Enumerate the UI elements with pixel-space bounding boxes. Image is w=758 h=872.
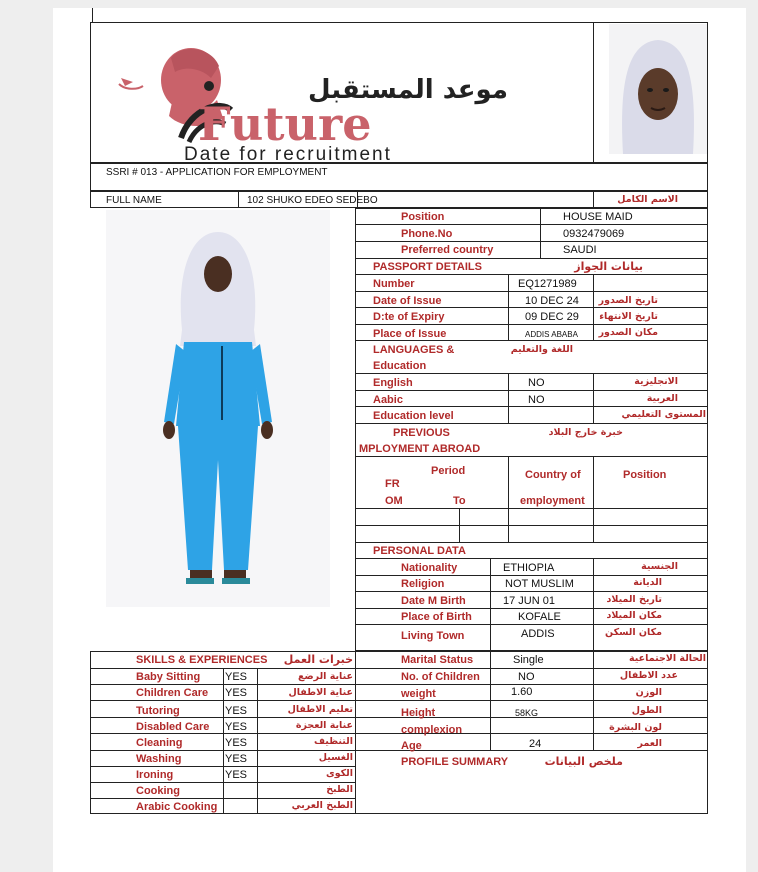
date-of-issue-value: 10 DEC 24 <box>525 295 579 307</box>
full-name-label-ar: الاسم الكامل <box>617 194 678 205</box>
nationality-value: ETHIOPIA <box>503 562 555 574</box>
margin-line <box>92 8 93 22</box>
age-value: 24 <box>529 738 542 750</box>
passport-title: PASSPORT DETAILS <box>373 261 482 273</box>
previous-employment-title-2: MPLOYMENT ABROAD <box>359 443 481 455</box>
date-of-issue-ar: تاريخ الصدور <box>598 295 658 306</box>
full-body-figure-icon <box>106 210 330 607</box>
english-value: NO <box>528 377 545 389</box>
skills-title-ar: خبرات العمل <box>283 653 353 666</box>
from-header-2: OM <box>385 495 403 507</box>
children-value: NO <box>518 671 535 683</box>
country-header-1: Country of <box>525 469 581 481</box>
position-header: Position <box>623 469 667 481</box>
place-of-birth-label: Place of Birth <box>401 611 472 623</box>
religion-ar: الديانة <box>633 577 662 588</box>
skill-baby-sitting-value: YES <box>225 671 248 683</box>
date-of-issue-label: Date of Issue <box>373 295 442 307</box>
full-body-photo <box>106 210 330 607</box>
english-ar: الانجليزية <box>634 376 678 387</box>
date-of-birth-ar: تاريخ الميلاد <box>606 594 662 605</box>
height-value: 58KG <box>515 708 539 718</box>
skill-arabic-cooking: Arabic Cooking <box>136 801 218 813</box>
english-label: English <box>373 377 413 389</box>
skill-tutoring-ar: تعليم الاطفال <box>287 704 353 715</box>
divider <box>593 191 594 208</box>
application-form <box>53 8 746 872</box>
previous-employment-ar: خبرة خارج البلاد <box>548 427 623 438</box>
age-ar: العمر <box>637 738 662 749</box>
brand-tagline: Date for recruitment <box>184 144 392 165</box>
skill-ironing-value: YES <box>225 769 248 781</box>
skill-tutoring-value: YES <box>225 705 248 717</box>
personal-data-title: PERSONAL DATA <box>373 545 466 557</box>
passport-number-label: Number <box>373 278 415 290</box>
skill-cooking-ar: الطبخ <box>326 784 353 795</box>
preferred-country-label: Preferred country <box>401 244 494 256</box>
marital-status-value: Single <box>513 654 544 666</box>
age-label: Age <box>401 740 422 752</box>
weight-value: 1.60 <box>511 686 533 698</box>
skill-cleaning-value: YES <box>225 737 248 749</box>
headshot-portrait-icon <box>609 24 707 154</box>
marital-status-ar: الحالة الاجتماعية <box>629 653 706 664</box>
skills-title: SKILLS & EXPERIENCES <box>136 654 268 666</box>
languages-title-ar: اللغة والتعليم <box>510 344 573 355</box>
skill-cooking: Cooking <box>136 785 180 797</box>
skill-baby-sitting: Baby Sitting <box>136 671 201 683</box>
date-of-birth-label: Date M Birth <box>401 595 466 607</box>
previous-employment-title: PREVIOUS <box>393 427 450 439</box>
skill-children-care-ar: عناية الاطفال <box>288 687 353 698</box>
place-of-issue-value: ADDIS ABABA <box>525 330 578 339</box>
skill-cleaning-ar: التنظيف <box>313 736 353 747</box>
skill-cleaning: Cleaning <box>136 737 183 749</box>
education-level-label: Education level <box>373 410 454 422</box>
date-of-birth-value: 17 JUN 01 <box>503 595 555 607</box>
nationality-ar: الجنسية <box>641 561 678 572</box>
religion-label: Religion <box>401 578 445 590</box>
skill-disabled-care-value: YES <box>225 721 248 733</box>
passport-number-value: EQ1271989 <box>518 278 577 290</box>
skill-washing-ar: الغسيل <box>318 752 353 763</box>
position-label: Position <box>401 211 445 223</box>
children-ar: عدد الاطفال <box>619 670 678 681</box>
height-ar: الطول <box>631 705 662 716</box>
skill-arabic-cooking-ar: الطبخ العربي <box>291 800 353 811</box>
full-name-label: FULL NAME <box>106 195 162 206</box>
date-of-expiry-ar: تاريخ الانتهاء <box>599 311 658 322</box>
weight-ar: الوزن <box>635 687 662 698</box>
date-of-expiry-value: 09 DEC 29 <box>525 311 579 323</box>
living-town-label: Living Town <box>401 630 465 642</box>
living-town-ar: مكان السكن <box>605 627 662 638</box>
children-label: No. of Children <box>401 671 480 683</box>
nationality-label: Nationality <box>401 562 458 574</box>
skill-washing-value: YES <box>225 753 248 765</box>
position-value: HOUSE MAID <box>563 211 633 223</box>
skill-children-care: Children Care <box>136 687 209 699</box>
skill-ironing-ar: الكوى <box>325 768 353 779</box>
form-title: SSRI # 013 - APPLICATION FOR EMPLOYMENT <box>106 167 328 178</box>
phone-label: Phone.No <box>401 228 453 240</box>
place-of-issue-ar: مكان الصدور <box>598 327 658 338</box>
complexion-label: complexion <box>401 724 463 736</box>
date-of-expiry-label: D:te of Expiry <box>373 311 445 323</box>
weight-label: weight <box>401 688 436 700</box>
full-name-value: 102 SHUKO EDEO SEDEBO <box>247 195 378 206</box>
arabic-label: Aabic <box>373 394 403 406</box>
religion-value: NOT MUSLIM <box>505 578 574 590</box>
skill-washing: Washing <box>136 753 182 765</box>
complexion-ar: لون البشرة <box>609 722 662 733</box>
preferred-country-value: SAUDI <box>563 244 597 256</box>
place-of-birth-value: KOFALE <box>518 611 561 623</box>
profile-summary-ar: ملخص البيانات <box>544 755 623 768</box>
place-of-birth-ar: مكان الميلاد <box>606 610 662 621</box>
place-of-issue-label: Place of Issue <box>373 328 447 340</box>
from-header-1: FR <box>385 478 400 490</box>
to-header: To <box>453 495 466 507</box>
languages-title: LANGUAGES & <box>373 344 455 356</box>
skill-tutoring: Tutoring <box>136 705 180 717</box>
profile-summary-label: PROFILE SUMMARY <box>401 756 509 768</box>
skill-disabled-care-ar: عناية العجزة <box>295 720 353 731</box>
brand-arabic: موعد المستقبل <box>308 75 508 105</box>
education-level-ar: المستوى التعليمي <box>621 409 706 420</box>
height-label: Height <box>401 707 436 719</box>
marital-status-label: Marital Status <box>401 654 474 666</box>
education-title: Education <box>373 360 427 372</box>
brand-english: Future <box>198 97 372 151</box>
country-header-2: employment <box>520 495 585 507</box>
skill-disabled-care: Disabled Care <box>136 721 210 733</box>
headshot-photo <box>609 24 707 154</box>
phone-value: 0932479069 <box>563 228 625 240</box>
header-divider <box>593 22 594 163</box>
skill-baby-sitting-ar: عناية الرضع <box>298 671 353 682</box>
arabic-ar: العربية <box>646 393 678 404</box>
period-header: Period <box>431 465 466 477</box>
divider <box>238 191 239 208</box>
passport-title-ar: بيانات الجواز <box>574 260 643 273</box>
skill-ironing: Ironing <box>136 769 174 781</box>
living-town-value: ADDIS <box>521 628 555 640</box>
arabic-value: NO <box>528 394 545 406</box>
skill-children-care-value: YES <box>225 687 248 699</box>
